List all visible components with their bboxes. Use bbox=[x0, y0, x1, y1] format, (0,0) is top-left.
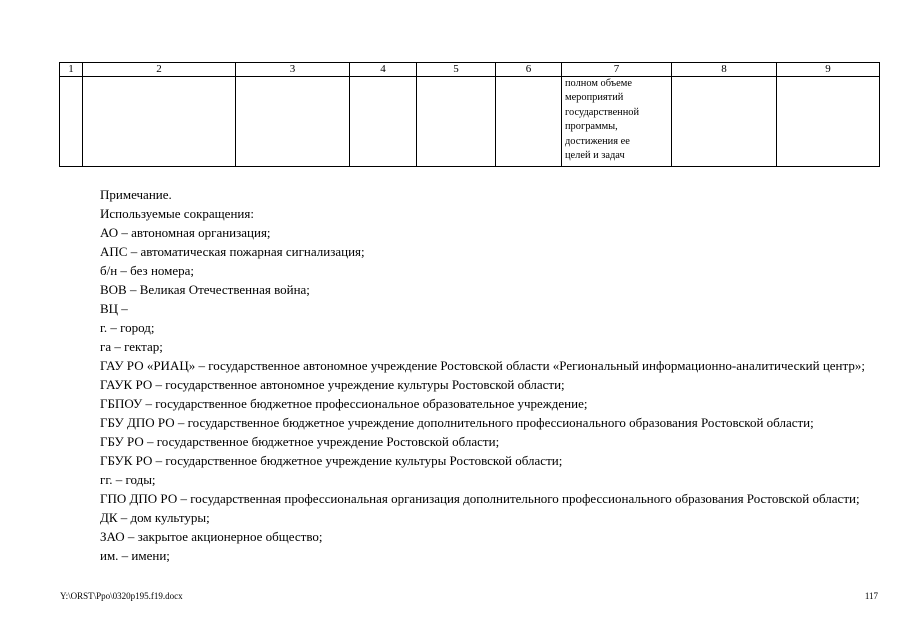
column-number-3: 3 bbox=[236, 63, 350, 77]
file-path: Y:\ORST\Ppo\0320p195.f19.docx bbox=[60, 591, 183, 601]
note-heading: Примечание. bbox=[100, 187, 172, 202]
abbreviations-heading: Используемые сокращения: bbox=[100, 206, 254, 221]
abbreviation-gbpou: ГБПОУ – государственное бюджетное профессиональное образовательное учреждение; bbox=[100, 396, 588, 411]
abbreviation-zao: ЗАО – закрытое акционерное общество; bbox=[100, 529, 323, 544]
abbreviation-gau-ro-riac: ГАУ РО «РИАЦ» – государственное автономное учреждение Ростовской области «Региональный информационно-аналитический центр»; bbox=[100, 358, 865, 373]
table-cell-9 bbox=[777, 77, 880, 167]
table-cell-3 bbox=[236, 77, 350, 167]
abbreviation-gpo-dpo-ro: ГПО ДПО РО – государственная профессиональная организация дополнительного профессионального образования Ростовской области; bbox=[100, 491, 860, 506]
table-cell-6 bbox=[496, 77, 562, 167]
notes-section bbox=[60, 185, 878, 565]
continuation-table bbox=[59, 62, 880, 167]
table-cell-7: полном объеме мероприятий государственной программы, достижения ее целей и задач bbox=[562, 77, 672, 167]
column-number-9: 9 bbox=[777, 63, 880, 77]
table-cell-1 bbox=[60, 77, 83, 167]
table-row bbox=[60, 77, 880, 167]
abbreviation-vov: ВОВ – Великая Отечественная война; bbox=[100, 282, 310, 297]
abbreviation-vc: ВЦ – bbox=[100, 301, 128, 316]
table-cell-8 bbox=[672, 77, 777, 167]
abbreviation-ao: АО – автономная организация; bbox=[100, 225, 271, 240]
column-number-2: 2 bbox=[83, 63, 236, 77]
abbreviation-gbu-dpo-ro: ГБУ ДПО РО – государственное бюджетное учреждение дополнительного профессионального образования Ростовской области; bbox=[100, 415, 814, 430]
table-cell-4 bbox=[350, 77, 417, 167]
abbreviation-gbuk-ro: ГБУК РО – государственное бюджетное учреждение культуры Ростовской области; bbox=[100, 453, 563, 468]
column-number-5: 5 bbox=[417, 63, 496, 77]
column-number-8: 8 bbox=[672, 63, 777, 77]
abbreviation-gbu-ro: ГБУ РО – государственное бюджетное учреждение Ростовской области; bbox=[100, 434, 500, 449]
abbreviation-gg: гг. – годы; bbox=[100, 472, 156, 487]
page-number: 117 bbox=[864, 591, 878, 601]
abbreviation-ga: га – гектар; bbox=[100, 339, 163, 354]
column-number-7: 7 bbox=[562, 63, 672, 77]
abbreviation-dk: ДК – дом культуры; bbox=[100, 510, 210, 525]
abbreviation-g: г. – город; bbox=[100, 320, 155, 335]
column-number-6: 6 bbox=[496, 63, 562, 77]
abbreviation-aps: АПС – автоматическая пожарная сигнализация; bbox=[100, 244, 365, 259]
table-cell-2 bbox=[83, 77, 236, 167]
table-header-row bbox=[60, 63, 880, 77]
table-cell-5 bbox=[417, 77, 496, 167]
abbreviation-bn: б/н – без номера; bbox=[100, 263, 195, 278]
column-number-1: 1 bbox=[60, 63, 83, 77]
abbreviation-gauk-ro: ГАУК РО – государственное автономное учреждение культуры Ростовской области; bbox=[100, 377, 565, 392]
column-number-4: 4 bbox=[350, 63, 417, 77]
abbreviation-im: им. – имени; bbox=[100, 548, 170, 563]
